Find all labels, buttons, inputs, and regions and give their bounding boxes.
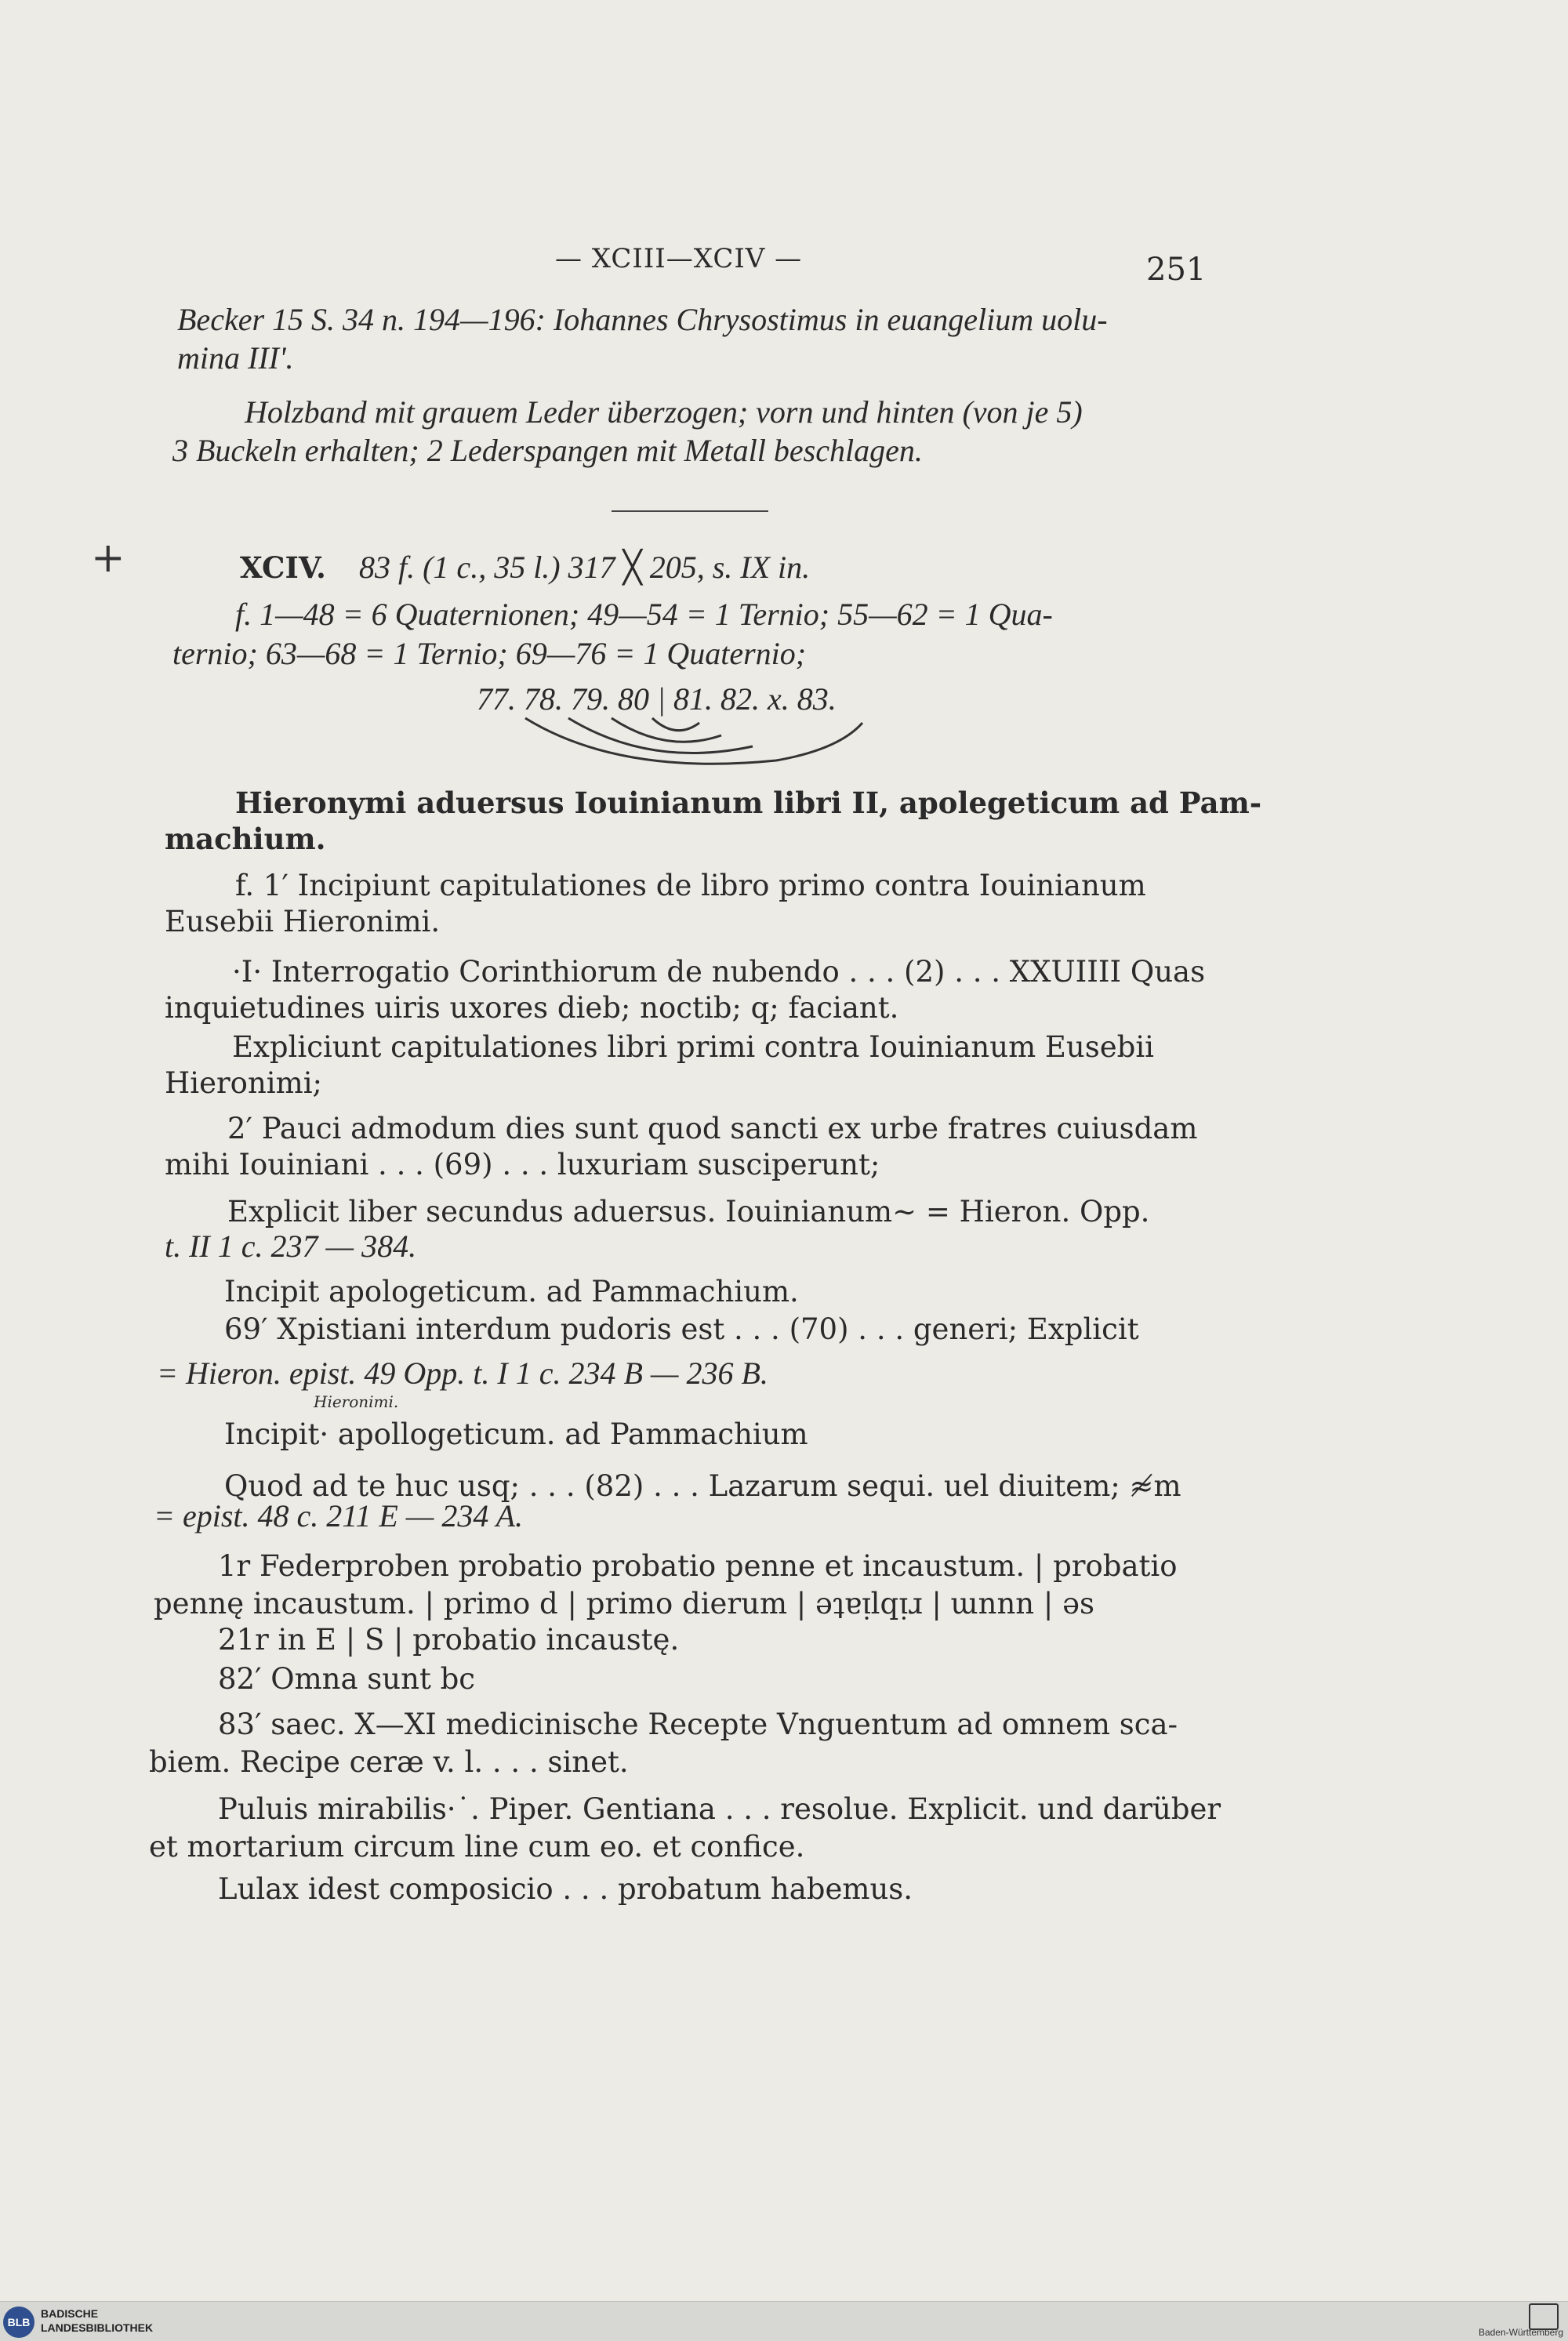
text-line: Expliciunt capitulationes libri primi contra Iouinianum Eusebii: [232, 1030, 1154, 1064]
text-line: 69′ Xpistiani interdum pudoris est . . . (70) . . . generi; Explicit: [224, 1312, 1139, 1346]
text-line: = epist. 48 c. 211 E — 234 A.: [154, 1498, 524, 1533]
text-line: Hieronimi;: [165, 1066, 323, 1100]
text-line: 2′ Pauci admodum dies sunt quod sancti ex urbe fratres cuiusdam: [227, 1112, 1198, 1145]
text-line: 3 Buckeln erhalten; 2 Lederspangen mit Metall beschlagen.: [172, 433, 923, 468]
library-name: BADISCHE LANDESBIBLIOTHEK: [41, 2307, 154, 2334]
text-line: et mortarium circum line cum eo. et confice.: [149, 1830, 805, 1864]
text-line: f. 1′ Incipiunt capitulationes de libro primo contra Iouinianum: [235, 869, 1146, 902]
work-title: Hieronymi aduersus Iouinianum libri II, apolegeticum ad Pam-: [235, 786, 1262, 820]
work-title: machium.: [165, 822, 326, 856]
manuscript-number: XCIV.: [240, 550, 326, 585]
text-line: 1r Federproben probatio probatio penne et incaustum. | probatio: [218, 1549, 1178, 1583]
text-line: Incipit· apollogeticum. ad Pammachium: [224, 1417, 808, 1451]
text-line: ·I· Interrogatio Corinthiorum de nubendo . . . (2) . . . XXUIIII Quas: [232, 955, 1206, 989]
text-line: 83 f. (1 c., 35 l.) 317 ╳ 205, s. IX in.: [359, 550, 811, 585]
viewer-footer: [0, 2301, 1568, 2341]
text-line: 21r in E | S | probatio incaustę.: [218, 1623, 680, 1657]
section-divider: [612, 510, 768, 512]
text-line: ternio; 63—68 = 1 Ternio; 69—76 = 1 Quaternio;: [172, 636, 807, 671]
text-line: pennę incaustum. | primo d | primo dierum | ǝʇɐᴉlqᴉɹ | ɯnnn | ǝs: [154, 1587, 1095, 1621]
text-line: inquietudines uiris uxores dieb; noctib; q; faciant.: [165, 991, 899, 1025]
running-header: — XCIII—XCIV —: [555, 243, 803, 274]
text-line: Quod ad te huc usq; . . . (82) . . . Lazarum sequi. uel diuitem; ≉m: [224, 1469, 1181, 1503]
text-line: Becker 15 S. 34 n. 194—196: Iohannes Chrysostimus in euangelium uolu-: [177, 302, 1108, 337]
text-line: = Hieron. epist. 49 Opp. t. I 1 c. 234 B — 236 B.: [157, 1356, 768, 1391]
page-number: 251: [1146, 252, 1207, 288]
text-line: Eusebii Hieronimi.: [165, 905, 441, 938]
library-logo: BLB: [3, 2307, 34, 2338]
text-line: Lulax idest composicio . . . probatum habemus.: [218, 1872, 913, 1906]
text-line: t. II 1 c. 237 — 384.: [165, 1229, 417, 1264]
margin-plus-mark: +: [91, 535, 125, 582]
quire-sequence: 77. 78. 79. 80 | 81. 82. x. 83.: [477, 681, 837, 717]
interlinear-gloss: Hieronimi.: [314, 1392, 399, 1411]
text-line: Puluis mirabilis·˙. Piper. Gentiana . . . resolue. Explicit. und darüber: [218, 1792, 1221, 1826]
text-line: Holzband mit grauem Leder überzogen; vorn und hinten (von je 5): [245, 394, 1083, 430]
text-line: mina III'.: [177, 340, 294, 376]
text-line: Incipit apologeticum. ad Pammachium.: [224, 1275, 799, 1308]
text-line: 83′ saec. X—XI medicinische Recepte Vnguentum ad omnem sca-: [218, 1708, 1178, 1741]
text-line: Explicit liber secundus aduersus. Iouinianum∼ = Hieron. Opp.: [227, 1195, 1150, 1229]
text-line: f. 1—48 = 6 Quaternionen; 49—54 = 1 Ternio; 55—62 = 1 Qua-: [235, 597, 1053, 632]
text-line: mihi Iouiniani . . . (69) . . . luxuriam susciperunt;: [165, 1148, 880, 1181]
quire-diagram: [470, 706, 878, 768]
text-line: biem. Recipe ceræ v. l. . . . sinet.: [149, 1745, 629, 1779]
state-coat-of-arms-icon: [1529, 2303, 1559, 2330]
state-name: Baden-Württemberg: [1478, 2327, 1563, 2338]
text-line: 82′ Omna sunt bc: [218, 1662, 475, 1696]
